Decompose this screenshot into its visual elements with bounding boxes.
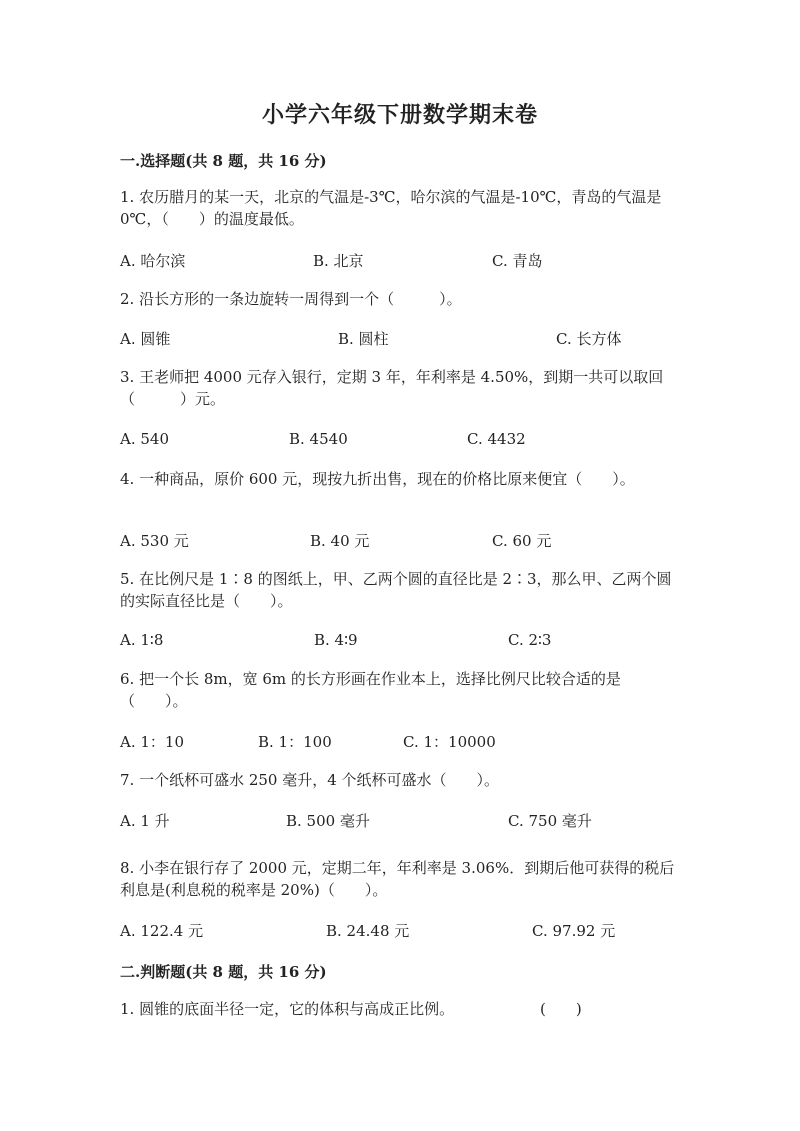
q2-option-c: C. 长方体 — [556, 330, 622, 348]
page-title: 小学六年级下册数学期末卷 — [261, 102, 538, 128]
q3-option-c: C. 4432 — [467, 430, 526, 448]
q7-option-a: A. 1 升 — [120, 812, 170, 830]
q2-option-b: B. 圆柱 — [338, 330, 389, 348]
question-1: 1. 农历腊月的某一天，北京的气温是-3℃，哈尔滨的气温是-10℃，青岛的气温是 0℃，（ ）的温度最低。 — [120, 188, 662, 228]
tf-answer-blank-1: ( ) — [540, 1000, 582, 1018]
section-heading-choice: 一.选择题(共 8 题，共 16 分) — [120, 152, 327, 170]
q3-option-b: B. 4540 — [289, 430, 348, 448]
q6-option-a: A. 1：10 — [120, 733, 184, 751]
q5-option-c: C. 2∶3 — [508, 631, 552, 649]
question-3: 3. 王老师把 4000 元存入银行，定期 3 年，年利率是 4.50%，到期一共可以取回（ ）元。 — [120, 368, 664, 408]
question-8: 8. 小李在银行存了 2000 元，定期二年，年利率是 3.06%．到期后他可获得的税后利息是(利息税的税率是 20%)（ ）。 — [120, 859, 675, 899]
q4-option-a: A. 530 元 — [120, 532, 189, 550]
section-heading-true-false: 二.判断题(共 8 题，共 16 分) — [120, 963, 327, 981]
q7-option-c: C. 750 毫升 — [508, 812, 592, 830]
q4-option-c: C. 60 元 — [492, 532, 552, 550]
q6-option-c: C. 1：10000 — [403, 733, 496, 751]
q1-option-b: B. 北京 — [313, 252, 364, 270]
question-6: 6. 把一个长 8m，宽 6m 的长方形画在作业本上，选择比例尺比较合适的是（ ）。 — [120, 670, 621, 710]
q1-option-c: C. 青岛 — [492, 252, 543, 270]
q5-option-b: B. 4∶9 — [314, 631, 358, 649]
q7-option-b: B. 500 毫升 — [286, 812, 370, 830]
q1-option-a: A. 哈尔滨 — [120, 252, 186, 270]
q5-option-a: A. 1∶8 — [120, 631, 164, 649]
q6-option-b: B. 1：100 — [258, 733, 332, 751]
q3-option-a: A. 540 — [120, 430, 169, 448]
question-2: 2. 沿长方形的一条边旋转一周得到一个（ ）。 — [120, 290, 462, 308]
tf-question-1: 1. 圆锥的底面半径一定，它的体积与高成正比例。 — [120, 1000, 455, 1018]
question-4: 4. 一种商品，原价 600 元，现按九折出售，现在的价格比原来便宜（ ）。 — [120, 470, 635, 488]
q4-option-b: B. 40 元 — [310, 532, 370, 550]
question-7: 7. 一个纸杯可盛水 250 毫升，4 个纸杯可盛水（ ）。 — [120, 771, 500, 789]
q8-option-b: B. 24.48 元 — [326, 922, 410, 940]
q8-option-c: C. 97.92 元 — [532, 922, 616, 940]
q8-option-a: A. 122.4 元 — [120, 922, 204, 940]
q2-option-a: A. 圆锥 — [120, 330, 171, 348]
question-5: 5. 在比例尺是 1∶8 的图纸上，甲、乙两个圆的直径比是 2∶3，那么甲、乙两个圆的实际直径比是（ ）。 — [120, 570, 672, 610]
